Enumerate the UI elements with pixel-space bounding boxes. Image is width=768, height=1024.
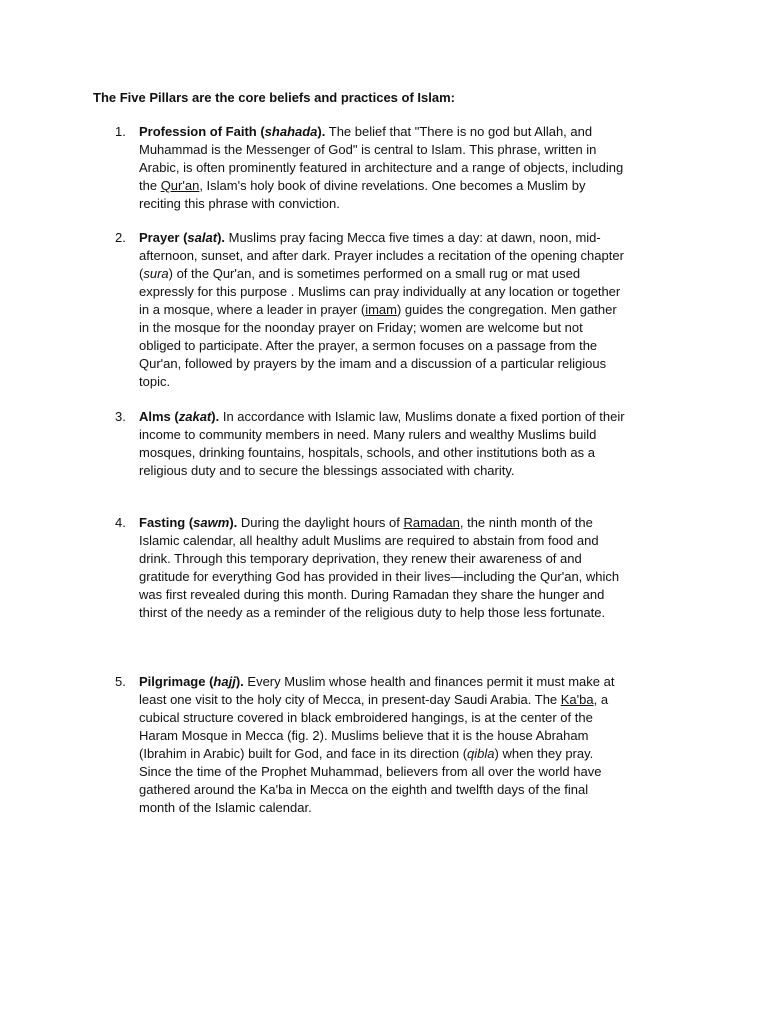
pillar-title-segment: Profession of Faith (: [139, 124, 265, 139]
pillar-title-segment: zakat: [178, 409, 212, 424]
text-line: [139, 247, 683, 265]
pillar-title-segment: hajj: [213, 674, 236, 689]
text-segment: (: [139, 266, 144, 281]
text-line: [139, 586, 683, 604]
text-line: [139, 462, 683, 480]
text-segment: gathered around the Ka'ba in Mecca on the eighth and twelfth days of the final: [139, 782, 589, 797]
pillar-item-alms: [93, 408, 683, 480]
pillar-item-pilgrimage: [93, 673, 683, 817]
text-line: [139, 745, 683, 763]
imam-link[interactable]: imam: [365, 302, 397, 317]
text-segment: drink. Through this temporary deprivation, they renew their awareness of and: [139, 551, 582, 566]
text-segment: thirst of the needy as a reminder of the religious duty to help those less fortunate.: [139, 605, 606, 620]
pillar-title-segment: sawm: [193, 515, 230, 530]
text-line: [139, 283, 683, 301]
quran-link[interactable]: Qur'an: [160, 178, 200, 193]
text-segment: was first revealed during this month. During Ramadan they share the hunger and: [139, 587, 605, 602]
text-segment: in a mosque, where a leader in prayer (: [139, 302, 366, 317]
text-segment: In accordance with Islamic law, Muslims donate a fixed portion of their: [219, 409, 625, 424]
text-line: [139, 355, 683, 373]
text-line: [139, 673, 683, 691]
pillar-text: [139, 514, 683, 622]
text-line: [139, 195, 683, 213]
text-segment: Since the time of the Prophet Muhammad, believers from all over the world have: [139, 764, 602, 779]
text-segment: reciting this phrase with conviction.: [139, 196, 340, 211]
text-line: [139, 691, 683, 709]
text-segment: obliged to participate. After the prayer, a sermon focuses on a passage from the: [139, 338, 598, 353]
kaba-link[interactable]: Ka'ba: [560, 692, 594, 707]
text-segment: least one visit to the holy city of Mecca, in present-day Saudi Arabia. The: [139, 692, 561, 707]
pillar-text: [139, 123, 683, 213]
text-segment: , a: [593, 692, 609, 707]
text-segment: Muhammad is the Messenger of God" is central to Islam. This phrase, written in: [139, 142, 597, 157]
text-segment: topic.: [139, 374, 171, 389]
text-line: [139, 408, 683, 426]
text-line: [139, 426, 683, 444]
pillar-title-segment: Fasting (: [139, 515, 194, 530]
pillar-number: 4.: [115, 515, 126, 530]
text-segment: Muslims pray facing Mecca five times a day: at dawn, noon, mid-: [225, 230, 601, 245]
pillar-number: 2.: [115, 230, 126, 245]
text-line: [139, 123, 683, 141]
text-segment: ) of the Qur'an, and is sometimes performed on a small rug or mat used: [168, 266, 581, 281]
text-line: [139, 604, 683, 622]
text-segment: Qur'an, followed by prayers by the imam and a discussion of a particular religious: [139, 356, 607, 371]
pillar-title-segment: Alms (: [139, 409, 179, 424]
text-line: [139, 514, 683, 532]
text-segment: , the ninth month of the: [459, 515, 593, 530]
text-line: [139, 373, 683, 391]
text-line: [139, 444, 683, 462]
text-segment: ) guides the congregation. Men gather: [396, 302, 617, 317]
text-line: [139, 159, 683, 177]
text-line: [139, 799, 683, 817]
text-line: [139, 337, 683, 355]
text-segment: gratitude for everything God has provided in their lives—including the Qur'an, which: [139, 569, 620, 584]
text-line: [139, 568, 683, 586]
text-segment: , Islam's holy book of divine revelations. One becomes a Muslim by: [199, 178, 586, 193]
pillar-title-segment: ).: [229, 515, 238, 530]
pillar-title-segment: shahada: [264, 124, 318, 139]
pillar-item-prayer: [93, 229, 683, 391]
text-line: [139, 550, 683, 568]
text-line: [139, 763, 683, 781]
pillar-title-segment: salat: [187, 230, 218, 245]
pillar-title-segment: ).: [211, 409, 220, 424]
text-segment: Arabic, is often prominently featured in architecture and a range of objects, including: [139, 160, 624, 175]
text-segment: (Ibrahim in Arabic) built for God, and face in its direction (: [139, 746, 468, 761]
text-line: [139, 177, 683, 195]
text-segment: qibla: [467, 746, 495, 761]
pillar-title-segment: Prayer (: [139, 230, 188, 245]
pillar-text: [139, 673, 683, 817]
text-line: [139, 141, 683, 159]
text-line: [139, 229, 683, 247]
pillar-item-profession-of-faith: [93, 123, 683, 213]
text-segment: income to community members in need. Many rulers and wealthy Muslims build: [139, 427, 597, 442]
pillar-text: [139, 229, 683, 391]
text-segment: Haram Mosque in Mecca (fig. 2). Muslims believe that it is the house Abraham: [139, 728, 589, 743]
text-segment: expressly for this purpose . Muslims can pray individually at any location or together: [139, 284, 621, 299]
text-segment: ) when they pray.: [494, 746, 594, 761]
text-line: [139, 781, 683, 799]
text-segment: Every Muslim whose health and finances permit it must make at: [243, 674, 615, 689]
ramadan-link[interactable]: Ramadan: [403, 515, 460, 530]
intro-heading: The Five Pillars are the core beliefs and practices of Islam:: [93, 90, 455, 105]
text-line: [139, 265, 683, 283]
pillar-number: 3.: [115, 409, 126, 424]
pillar-text: [139, 408, 683, 480]
pillar-item-fasting: [93, 514, 683, 622]
text-segment: religious duty and to secure the blessings associated with charity.: [139, 463, 515, 478]
pillar-number: 5.: [115, 674, 126, 689]
text-segment: the: [139, 178, 161, 193]
text-segment: month of the Islamic calendar.: [139, 800, 312, 815]
text-segment: afternoon, sunset, and after dark. Prayer includes a recitation of the opening chapter: [139, 248, 624, 263]
pillar-title-segment: Pilgrimage (: [139, 674, 214, 689]
pillar-title-segment: ).: [217, 230, 226, 245]
pillar-number: 1.: [115, 124, 126, 139]
text-line: [139, 709, 683, 727]
text-line: [139, 319, 683, 337]
text-segment: The belief that "There is no god but Allah, and: [325, 124, 593, 139]
text-line: [139, 301, 683, 319]
text-segment: cubical structure covered in black embroidered hangings, is at the center of the: [139, 710, 593, 725]
text-segment: Islamic calendar, all healthy adult Muslims are required to abstain from food and: [139, 533, 599, 548]
text-segment: During the daylight hours of: [237, 515, 404, 530]
text-segment: in the mosque for the noonday prayer on Friday; women are welcome but not: [139, 320, 583, 335]
text-segment: mosques, drinking fountains, hospitals, schools, and other institutions both as a: [139, 445, 595, 460]
text-line: [139, 727, 683, 745]
text-segment: sura: [143, 266, 169, 281]
pillar-title-segment: ).: [235, 674, 244, 689]
text-line: [139, 532, 683, 550]
pillar-title-segment: ).: [317, 124, 326, 139]
